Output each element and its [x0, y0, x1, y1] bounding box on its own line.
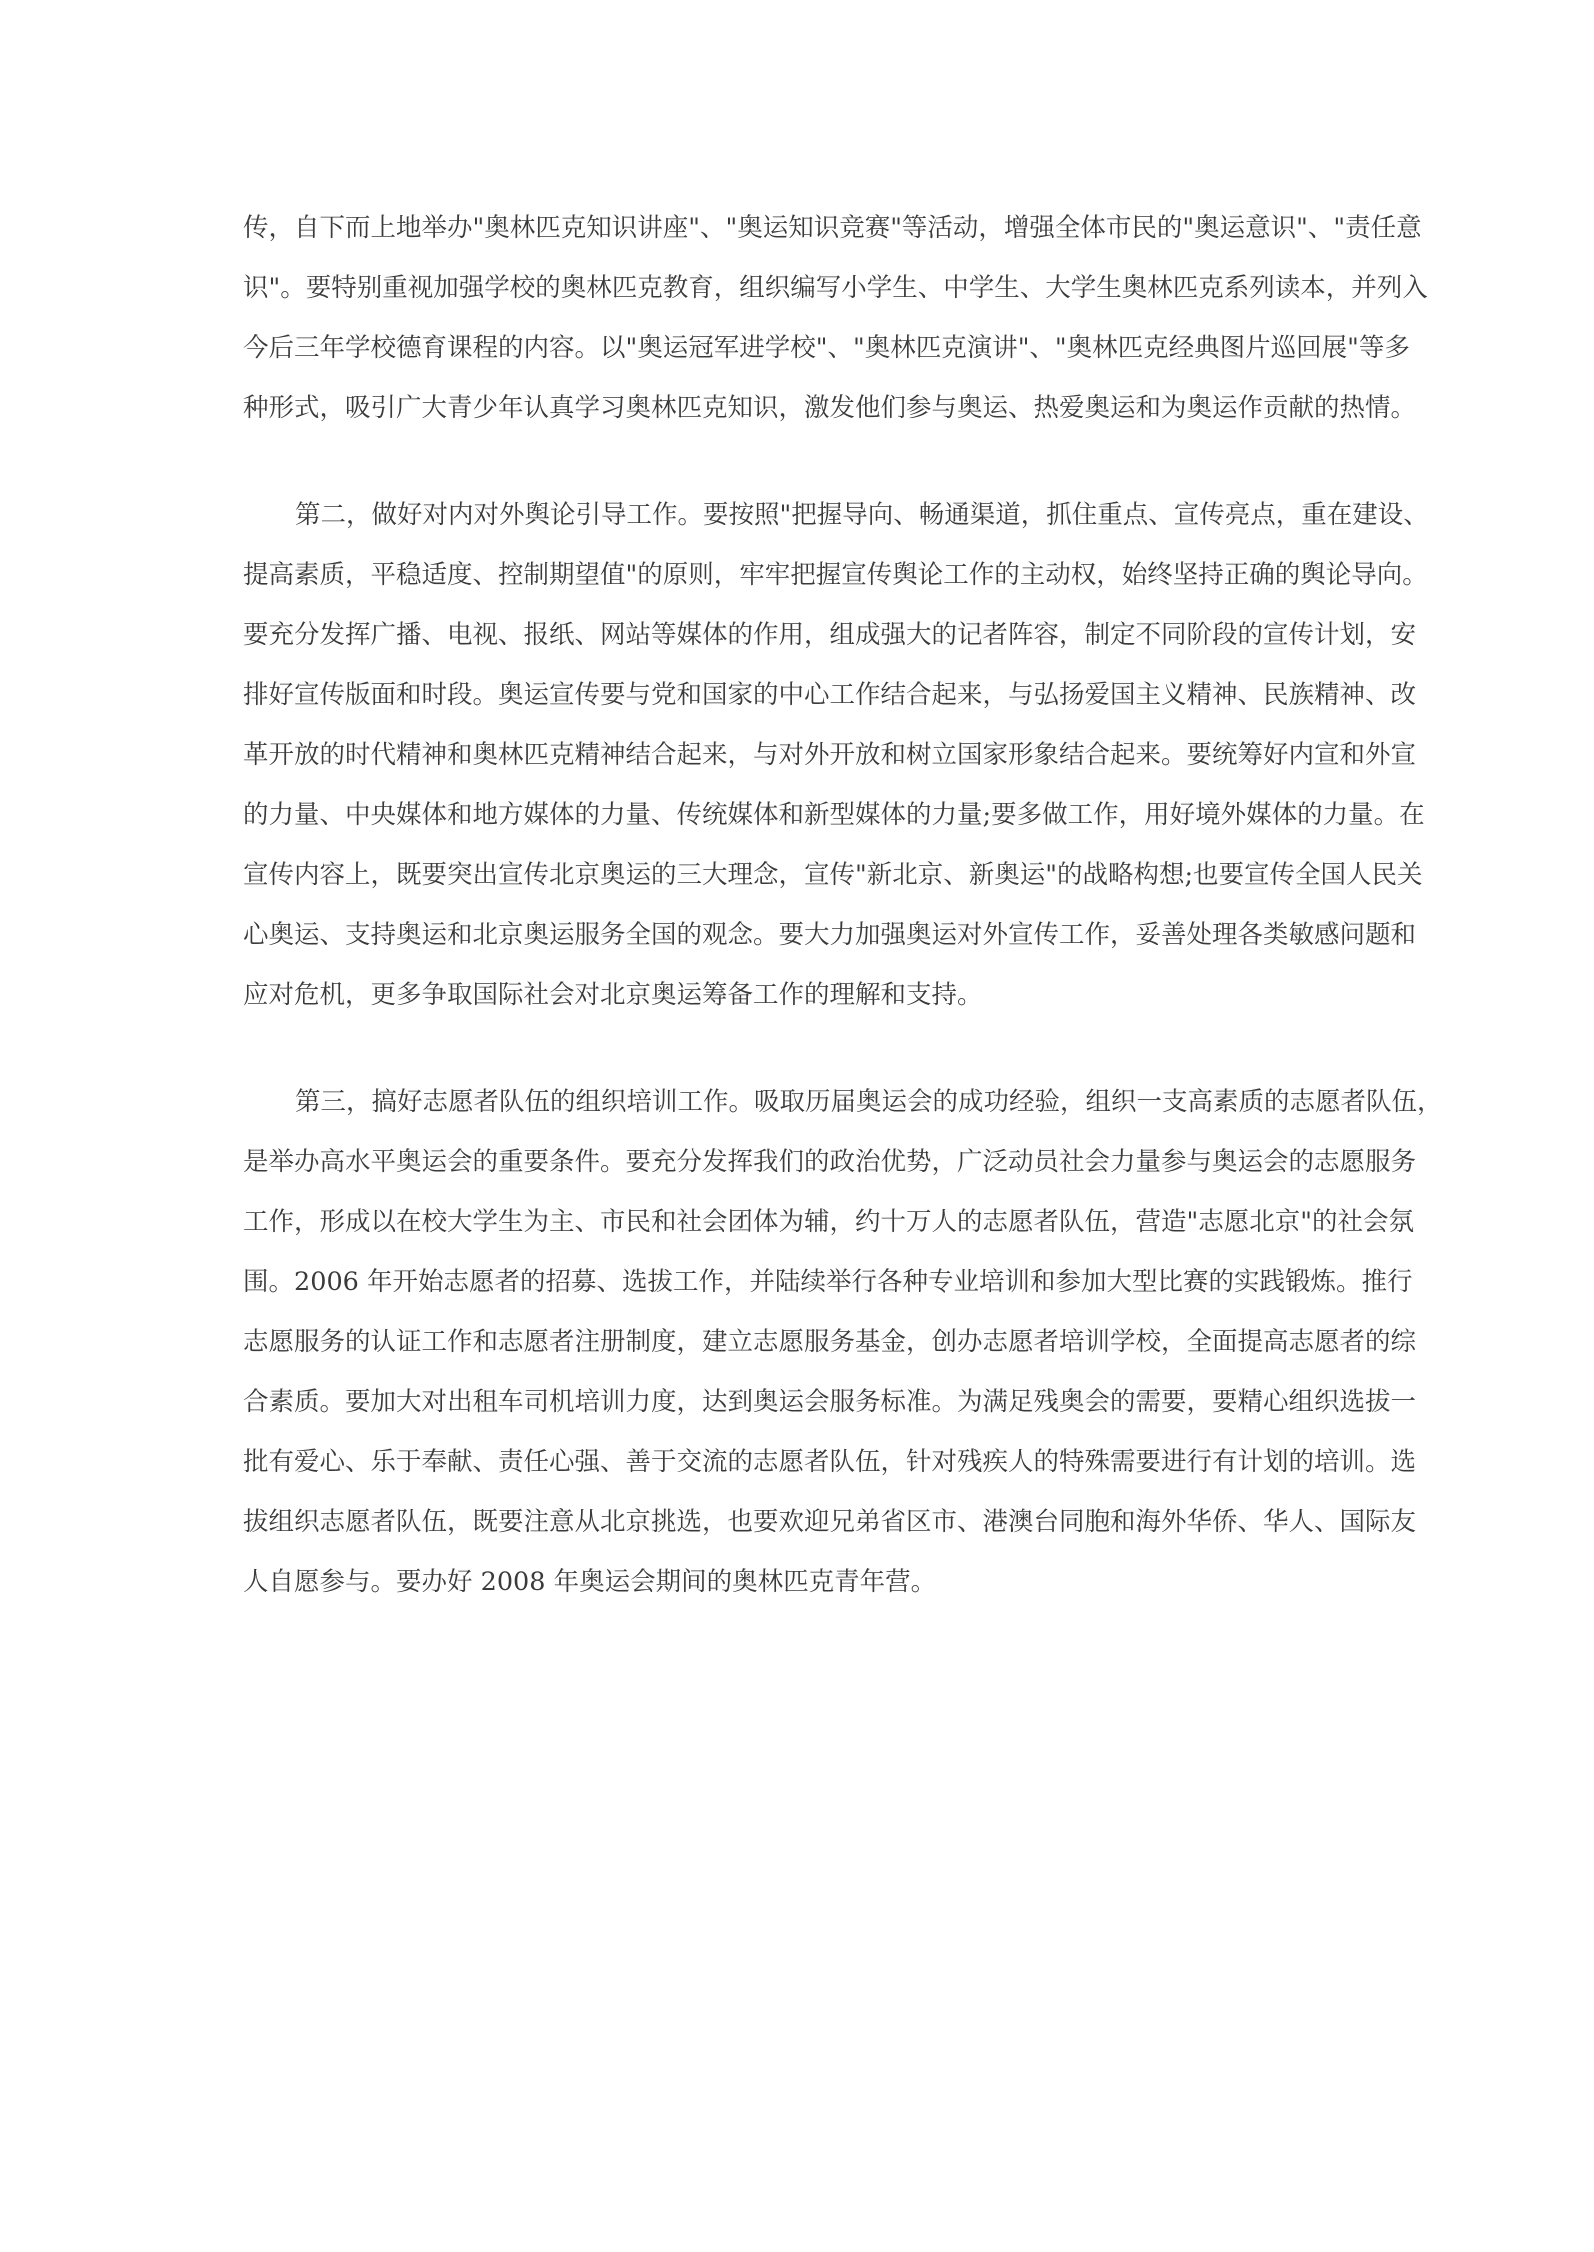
text-line: 心奥运、支持奥运和北京奥运服务全国的观念。要大力加强奥运对外宣传工作，妥善处理各类敏感问题和 — [243, 920, 1417, 950]
text-line: 人自愿参与。要办好 2008 年奥运会期间的奥林匹克青年营。 — [243, 1567, 937, 1597]
text-line: 志愿服务的认证工作和志愿者注册制度，建立志愿服务基金，创办志愿者培训学校，全面提高志愿者的综 — [243, 1327, 1417, 1357]
paragraph-gap — [243, 1037, 1353, 1084]
text-line: 工作，形成以在校大学生为主、市民和社会团体为辅，约十万人的志愿者队伍，营造"志愿北京"的社会氛 — [243, 1207, 1414, 1237]
paragraph-3 — [243, 1084, 1443, 1624]
text-line: 应对危机，更多争取国际社会对北京奥运筹备工作的理解和支持。 — [243, 980, 983, 1010]
text-line: 排好宣传版面和时段。奥运宣传要与党和国家的中心工作结合起来，与弘扬爱国主义精神、民族精神、改 — [243, 680, 1417, 710]
text-line: 批有爱心、乐于奉献、责任心强、善于交流的志愿者队伍，针对残疾人的特殊需要进行有计划的培训。选 — [243, 1447, 1417, 1477]
text-line: 拔组织志愿者队伍，既要注意从北京挑选，也要欢迎兄弟省区市、港澳台同胞和海外华侨、华人、国际友 — [243, 1507, 1417, 1537]
paragraph-2 — [243, 497, 1429, 1037]
text-line: 今后三年学校德育课程的内容。以"奥运冠军进学校"、"奥林匹克演讲"、"奥林匹克经典图片巡回展"等多 — [243, 333, 1410, 363]
text-line: 是举办高水平奥运会的重要条件。要充分发挥我们的政治优势，广泛动员社会力量参与奥运会的志愿服务 — [243, 1147, 1417, 1177]
text-line: 围。2006 年开始志愿者的招募、选拔工作，并陆续举行各种专业培训和参加大型比赛的实践锻炼。推行 — [243, 1267, 1413, 1297]
text-line: 要充分发挥广播、电视、报纸、网站等媒体的作用，组成强大的记者阵容，制定不同阶段的宣传计划，安 — [243, 620, 1417, 650]
document-page — [243, 210, 1443, 1624]
text-line: 种形式，吸引广大青少年认真学习奥林匹克知识，激发他们参与奥运、热爱奥运和为奥运作贡献的热情。 — [243, 393, 1417, 423]
text-line: 传，自下而上地举办"奥林匹克知识讲座"、"奥运知识竞赛"等活动，增强全体市民的"奥运意识"、"责任意 — [243, 213, 1422, 243]
text-line: 革开放的时代精神和奥林匹克精神结合起来，与对外开放和树立国家形象结合起来。要统筹好内宣和外宣 — [243, 740, 1417, 770]
text-line: 第三，搞好志愿者队伍的组织培训工作。吸取历届奥运会的成功经验，组织一支高素质的志愿者队伍， — [295, 1087, 1443, 1117]
text-line: 合素质。要加大对出租车司机培训力度，达到奥运会服务标准。为满足残奥会的需要，要精心组织选拔一 — [243, 1387, 1417, 1417]
text-line: 识"。要特别重视加强学校的奥林匹克教育，组织编写小学生、中学生、大学生奥林匹克系列读本，并列入 — [243, 273, 1428, 303]
text-line: 提高素质，平稳适度、控制期望值"的原则，牢牢把握宣传舆论工作的主动权，始终坚持正确的舆论导向。 — [243, 560, 1428, 590]
text-line: 宣传内容上，既要突出宣传北京奥运的三大理念，宣传"新北京、新奥运"的战略构想;也要宣传全国人民关 — [243, 860, 1423, 890]
paragraph-gap — [243, 450, 1353, 497]
paragraph-1 — [243, 210, 1428, 450]
text-line: 的力量、中央媒体和地方媒体的力量、传统媒体和新型媒体的力量;要多做工作，用好境外媒体的力量。在 — [243, 800, 1425, 830]
text-line: 第二，做好对内对外舆论引导工作。要按照"把握导向、畅通渠道，抓住重点、宣传亮点，重在建设、 — [295, 500, 1429, 530]
